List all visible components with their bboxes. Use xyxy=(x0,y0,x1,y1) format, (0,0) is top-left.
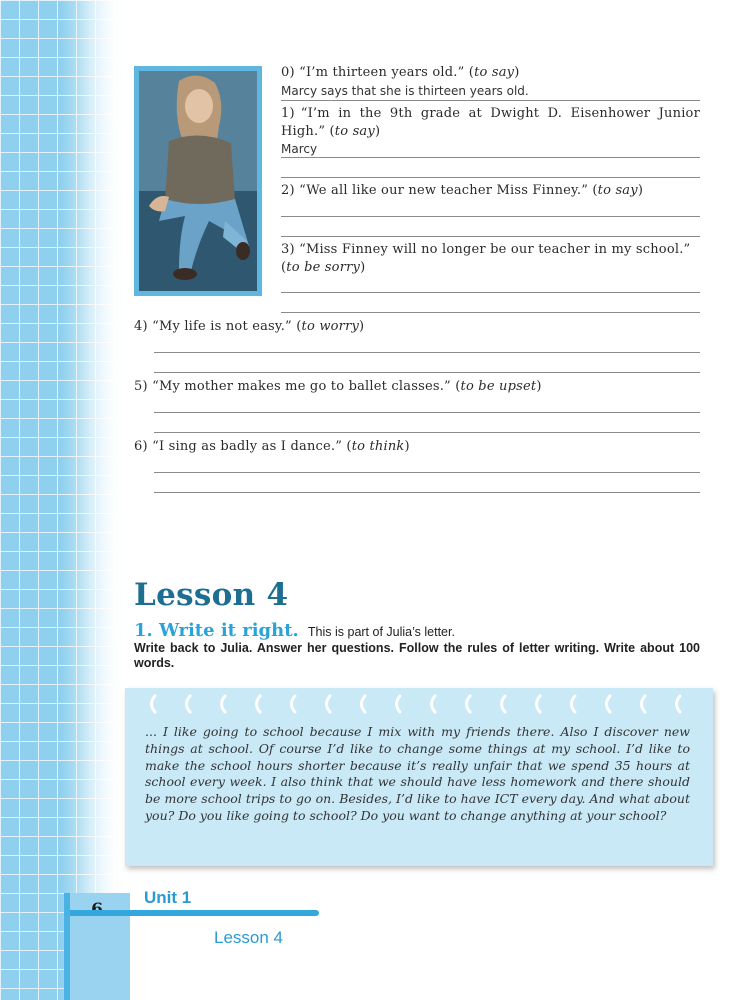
task-instructions: Write back to Julia. Answer her questions. Follow the rules of letter writing. Write about 100 words. xyxy=(134,641,700,670)
exercise-0: 0) “I’m thirteen years old.” (to say) xyxy=(281,65,520,80)
footer-bar xyxy=(70,910,319,916)
answer-line[interactable] xyxy=(154,432,700,433)
exercise-1-answer: Marcy xyxy=(281,142,318,156)
answer-line[interactable] xyxy=(281,312,700,313)
answer-line[interactable] xyxy=(281,157,700,158)
girl-photo xyxy=(134,66,262,296)
answer-line[interactable] xyxy=(154,492,700,493)
answer-line[interactable] xyxy=(281,216,700,217)
answer-line[interactable] xyxy=(154,372,700,373)
answer-line[interactable] xyxy=(154,472,700,473)
exercise-5: 5) “My mother makes me go to ballet classes.” (to be upset) xyxy=(134,379,542,394)
task-subtitle: This is part of Julia’s letter. xyxy=(307,625,455,639)
answer-line[interactable] xyxy=(281,236,700,237)
exercise-2: 2) “We all like our new teacher Miss Finney.” (to say) xyxy=(281,183,644,198)
spiral-binding-icon xyxy=(145,692,705,716)
answer-line[interactable] xyxy=(281,177,700,178)
exercise-4: 4) “My life is not easy.” (to worry) xyxy=(134,319,365,334)
unit-label: Unit 1 xyxy=(144,888,192,907)
letter-text: ... I like going to school because I mix with my friends there. Also I discover new things at school. Of course I’d like to change some things at my school. I’d like to make the school hours shorter because it’s really unfair that we spend 35 hours at school every week. I also think that we should have less homework and there should be more school trips to go on. Besides, I’d like to have ICT every day. And what about you? Do you like going to school? Do you want to change anything at your school? xyxy=(145,724,690,823)
grid-fade xyxy=(60,0,130,1000)
answer-line[interactable] xyxy=(281,292,700,293)
lesson-title: Lesson 4 xyxy=(134,577,289,613)
answer-line[interactable] xyxy=(154,352,700,353)
task-heading xyxy=(134,620,455,641)
lesson-label: Lesson 4 xyxy=(214,928,283,947)
exercise-3: 3) “Miss Finney will no longer be our teacher in my school.” (to be sorry) xyxy=(281,242,691,275)
task-title: 1. Write it right. xyxy=(134,620,299,641)
letter-card xyxy=(125,688,713,866)
exercise-1: 1) “I’m in the 9th grade at Dwight D. Eisenhower Junior High.” (to say) xyxy=(281,106,700,139)
answer-line[interactable] xyxy=(154,412,700,413)
exercise-6: 6) “I sing as badly as I dance.” (to think) xyxy=(134,439,410,454)
answer-line xyxy=(281,100,700,101)
exercise-0-answer: Marcy says that she is thirteen years old. xyxy=(281,84,529,98)
